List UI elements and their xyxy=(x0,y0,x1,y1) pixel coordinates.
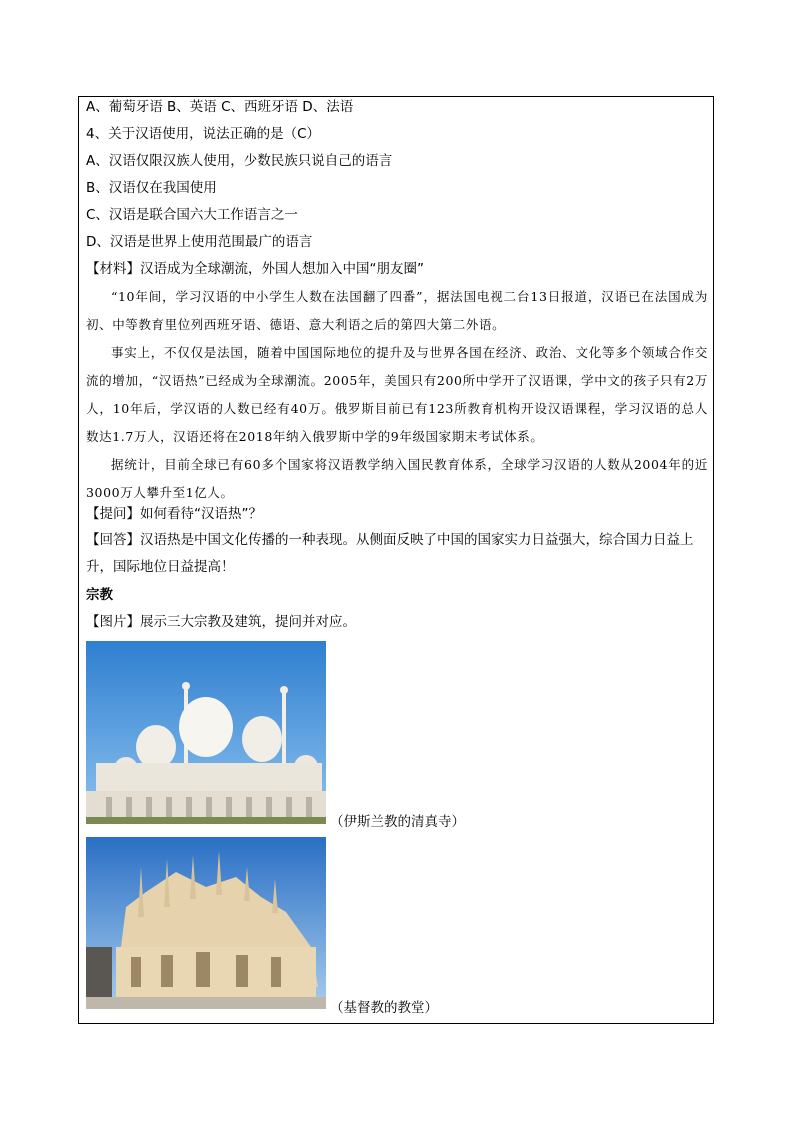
material-paragraph-3: 据统计，目前全球已有60多个国家将汉语教学纳入国民教育体系，全球学习汉语的人数从2004年的近3000万人攀升至1亿人。 xyxy=(86,457,708,500)
q4-option-a: A、汉语仅限汉族人使用，少数民族只说自己的语言 xyxy=(86,153,393,169)
answer-text: 【回答】汉语热是中国文化传播的一种表现。从侧面反映了中国的国家实力日益强大，综合国力日益上升，国际地位日益提高！ xyxy=(86,532,694,575)
cathedral-photo xyxy=(86,837,326,1009)
q3-options: A、葡萄牙语 B、英语 C、西班牙语 D、法语 xyxy=(86,99,354,115)
material-paragraph-2: 事实上，不仅仅是法国，随着中国国际地位的提升及与世界各国在经济、政治、文化等多个领域合作交流的增加，“汉语热”已经成为全球潮流。2005年，美国只有200所中学开了汉语课，学中文的孩子只有2万人，10年后，学汉语的人数已经有40万。俄罗斯目前已有123所教育机构开设汉语课程，学习汉语的总人数达1.7万人，汉语还将在2018年纳入俄罗斯中学的9年级国家期末考试体系。 xyxy=(86,345,708,444)
q4-option-b: B、汉语仅在我国使用 xyxy=(86,180,217,196)
mosque-caption: （伊斯兰教的清真寺） xyxy=(330,814,465,830)
section-heading-religion: 宗教 xyxy=(86,587,113,603)
cathedral-caption: （基督教的教堂） xyxy=(330,1000,438,1016)
mosque-photo xyxy=(86,641,326,824)
q4-option-c: C、汉语是联合国六大工作语言之一 xyxy=(86,207,298,223)
q4-stem: 4、关于汉语使用，说法正确的是（C） xyxy=(86,126,321,142)
material-body xyxy=(86,283,708,507)
material-paragraph-1: “10年间，学习汉语的中小学生人数在法国翻了四番”，据法国电视二台13日报道，汉语已在法国成为初、中等教育里位列西班牙语、德语、意大利语之后的第四大第二外语。 xyxy=(86,289,708,332)
picture-note: 【图片】展示三大宗教及建筑，提问并对应。 xyxy=(86,614,356,630)
q4-option-d: D、汉语是世界上使用范围最广的语言 xyxy=(86,234,313,250)
question-line: 【提问】如何看待“汉语热”？ xyxy=(86,506,262,522)
material-title: 【材料】汉语成为全球潮流，外国人想加入中国“朋友圈” xyxy=(86,261,424,277)
